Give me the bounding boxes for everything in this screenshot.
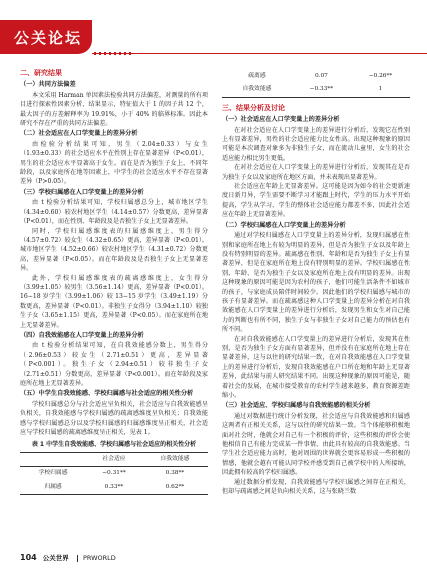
paragraph: 本文采用 Harman 单因素法检验共同方法偏差，对测量的所有项目进行探索性因素分析，结果显示，特征值大于 1 的因子共 12 个，最大因子的方差解释率为 19.91%，小于 40% 的临界标准。因此本研究不存在严重的共同方法偏差。 bbox=[20, 91, 208, 128]
correlation-table bbox=[20, 452, 208, 495]
paragraph: 在对社会适应在人口学变量上的差异进行分析后，发现它在性别上有显著差异，男性的社会适应能力比女性高。出现这种现象的原因可能是本次调查对象多为非独生子女，而在流动儿童里，女生的社会适应能力相比男生更低。 bbox=[222, 126, 410, 162]
table-cell: 1 bbox=[378, 86, 383, 93]
page-footer bbox=[20, 553, 410, 562]
paragraph: 由 t 检验分析结果可知，学校归属感总分上，城市地区学生（4.34±0.60）较农村地区学生（4.14±0.57）分数更高，差异显著（P<0.01），而在性别、年龄段及是否独生子女上无显著差异。 bbox=[20, 199, 208, 226]
table-header-cell: 社会适应 bbox=[102, 455, 126, 462]
table-header-cell bbox=[20, 452, 86, 466]
subheading: （三）学校归属感在人口学变量上的差异分析 bbox=[20, 188, 144, 196]
table-row bbox=[20, 467, 208, 481]
table-row bbox=[20, 481, 208, 495]
table-cell: −0.26** bbox=[368, 73, 393, 79]
section-title: 公关论坛 bbox=[14, 29, 83, 47]
table-cell: 归属感 bbox=[44, 483, 62, 490]
table-cell: 疏离感 bbox=[248, 73, 266, 79]
footer-brand: 公关世界 bbox=[42, 554, 69, 562]
header-dots bbox=[94, 52, 134, 55]
subheading: （一）社会适应在人口学变量上的差异分析 bbox=[222, 116, 340, 124]
subheading: （一）共同方法偏差 bbox=[20, 81, 76, 89]
right-column bbox=[222, 70, 410, 496]
paragraph: 此外，学校归属感维度表的疏离感维度上，女生得分（3.99±1.05）较男生（3.56±1.14）更高，差异显著（P<0.01）。16−18 岁学生（3.99±1.06）较 13−15 岁学生（3.49±1.19）分数更高，差异显著（P<0.01）。非独生子女得分（3.94±1.10）较独生子女（3.65±1.15）更高，差异显著（P<0.05）。而在家庭所在地上无显著差异。 bbox=[20, 274, 208, 329]
subheading: （三）社会适应、学校归属感与自我效能感的相关分析 bbox=[222, 402, 371, 410]
footer-subtitle: PRWORLD bbox=[82, 554, 116, 562]
table-cell: 0.33** bbox=[104, 483, 124, 490]
discussion-heading: 三、结果分析及讨论 bbox=[222, 103, 285, 112]
table-cell: 0.62** bbox=[165, 483, 185, 490]
subheading: （五）中学生自我效能感、学校归属感与社会适应的相关性分析 bbox=[20, 390, 194, 398]
paragraph: 由检验分析结果可知，男生（2.04±0.33）与女生（1.93±0.33）的社会适应水平在性别上存在显著差异（P<0.01），男生的社会适应水平显著高于女生。而在是否为独生子女上，不同年龄段，以及家庭所在地等因素上，中学生的社会适应水平不存在显著差异（P>0.05）。 bbox=[20, 140, 208, 186]
paragraph: 同时，学校归属感维度表的归属感维度上，男生得分（4.57±0.72）较女生（4.32±0.65）更高，差异显著（P<0.01）。城市地区学生（4.52±0.66）较农村地区学生（4.31±0.72）分数更高，差异显著（P<0.05）。而在年龄段及是否独生子女上无显著差异。 bbox=[20, 227, 208, 273]
table-cell: 学校归属感 bbox=[38, 470, 68, 477]
paragraph: 由 t 检验分析结果可知，在自我效能感分数上，男生得分（2.96±0.53）较女生（2.71±0.51）更高，差异显著（P<0.001）。独生子女（2.94±0.51）较非独生子女（2.71±0.51）分数更高，差异显著（P<0.001）。而在年龄段及家庭所在地上无显著差异。 bbox=[20, 342, 208, 387]
results-heading: 二、研究结果 bbox=[20, 69, 62, 77]
paragraph: 社会适应在年龄上无显著差异。这可能是因为如今的社会更新速度日新月异，学生需要不断学习才能跟上时代，学生的压力水平开始提高，学生从学习、学生的整体社会适应能力都差不多，因此社会适应在年龄上无显著差异。 bbox=[222, 183, 410, 219]
paragraph: 通过对学校归属感在人口学变量上的差异分析，发现归属感在性别和家庭所在地上有较为明显的差异，但是否为独生子女以及年龄上没有特别明显的差异。疏离感在性别、年龄和是否为独生子女上有显著差异，但是在家庭所在地上没有特别明显的差异。学校归属感在性别、年龄、是否为独生子女以及家庭所在地上没有明显的差异。出现这种现象的原因可能是因为农村的孩子，他们可能生活条件不如城市的孩子，与家庭成员陪伴时间较少。因此他们的学校归属感与城市的孩子有显著差异。而在疏离感这种人口学变量上的差异分析在对自我效能感在人口学变量上的差异进行分析后，发现男生和女生对自己能力的判断也有所不同，独生子女与非独生子女对自己能力的预估也有所不同。 bbox=[222, 232, 410, 334]
page-number: 104 bbox=[20, 553, 37, 562]
table-cell: 0.38** bbox=[165, 470, 185, 477]
table-cell: 0.07 bbox=[314, 73, 328, 79]
subheading: （二）学校归属感在人口学变量上的差异分析 bbox=[222, 221, 346, 229]
table-header-cell: 自我效能感 bbox=[160, 455, 190, 462]
correlation-table-continued bbox=[222, 70, 410, 98]
subheading: （四）自我效能感在人口学变量上的差异分析 bbox=[20, 331, 144, 339]
table-caption: 表 1 中学生自我效能感、学校归属感与社会适应的相关性分析 bbox=[31, 441, 197, 449]
paragraph: 在对自我效能感在人口学变量上的差异进行分析后，发现其在性别、是否为独生子女方面有显著差异，但并没有在家庭所在地上存在显著差异，这与以往的研究结果一致，在对自我效能感在人口学变量上的差异进行分析后，发现自我效能感在户口所在地和年龄上无显著差异，此结果与前人研究结果不同。出现这种现象的原因可能是，随着社会的发展，在城市接受教育的农村学生越来越多，教育资源差距缩小。 bbox=[222, 335, 410, 399]
table-row bbox=[222, 83, 410, 97]
left-column bbox=[20, 66, 208, 495]
page-header bbox=[0, 0, 427, 62]
table-cell: −0.31** bbox=[102, 470, 126, 477]
footer-divider bbox=[77, 555, 78, 562]
table-cell: −0.33** bbox=[309, 86, 334, 93]
table-cell: 自我效能感 bbox=[242, 86, 272, 93]
paragraph: 通过对数据进行统计分析发现，社会适应与自我效能感和归属感这两者有正相关关系，这与以往的研究结果一致。当个体能够积极地面对社会时，他就会对自己有一个积极的评价，这些积极的评价会使他相信自己有能力完成某一件事情，由此具有较高的自我效能感。当学生社会适应能力高时，他对周围的世界就会更容易形成一些积极的情感，他就会越有可能认同学校并感受到自己被学校中的人所接纳，因此拥有较高的学校归属感。 bbox=[222, 412, 410, 477]
table-row bbox=[222, 70, 410, 83]
subheading: （二）社会适应在人口学变量上的差异分析 bbox=[20, 130, 138, 138]
paragraph: 学校归属感总分与社会适应呈负相关，社会适应与自我效能感呈负相关，自我效能感与学校归属感的疏离感维度呈负相关；自我效能感与学校归属感总分以及学校归属感的归属感维度呈正相关，社会适应与学校归属感的疏离感维度呈正相关，见表 1。 bbox=[20, 400, 208, 437]
header-rule bbox=[92, 53, 427, 54]
paragraph: 在对社会适应在人口学变量上的差异进行分析后，发现其在是否为独生子女以及家庭所在地区方面，并未表现出显著差异。 bbox=[222, 164, 410, 181]
paragraph: 通过数据分析发现，自我效能感与学校归属感之间存在正相关，但却与疏离感之间是负向相关关系，这与张晓兰数 bbox=[222, 478, 410, 496]
